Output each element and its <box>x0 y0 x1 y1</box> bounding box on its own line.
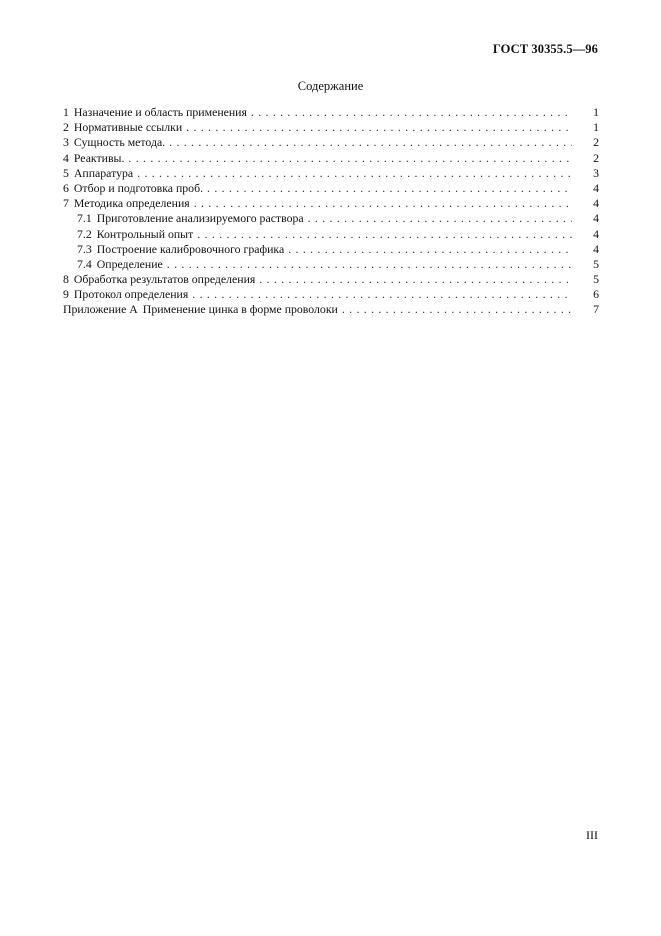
toc-entry-title: Определение <box>96 256 163 271</box>
toc-entry-title: Сущность метода. <box>73 135 166 150</box>
toc-entry[interactable] <box>63 135 599 150</box>
toc-entry[interactable] <box>63 196 599 211</box>
document-code: ГОСТ 30355.5—96 <box>492 42 598 56</box>
toc-entry-page: 4 <box>593 211 599 226</box>
toc-entry-title: Контрольный опыт <box>96 226 194 241</box>
toc-entry-page: 5 <box>593 272 599 287</box>
toc-entry-page: 1 <box>593 105 599 119</box>
toc-entry-page: 2 <box>593 135 599 150</box>
toc-entry[interactable] <box>63 151 599 166</box>
toc-dot-leader <box>342 302 572 317</box>
table-of-contents <box>63 105 599 318</box>
toc-entry-page: 7 <box>593 302 599 317</box>
toc-subentry[interactable] <box>63 227 599 242</box>
toc-entry-number: 9 <box>63 287 69 302</box>
toc-entry-number: 7 <box>63 196 69 211</box>
toc-entry-label <box>63 181 203 196</box>
toc-entry-number: 6 <box>63 180 69 195</box>
toc-dot-leader <box>197 227 572 242</box>
toc-entry-number: 1 <box>63 105 69 119</box>
toc-entry-label <box>77 227 193 242</box>
toc-entry-title: Обработка результатов определения <box>73 272 256 287</box>
toc-dot-leader <box>308 211 572 226</box>
toc-subentry[interactable] <box>63 257 599 272</box>
toc-dot-leader <box>169 135 572 150</box>
toc-entry-number: 7.4 <box>77 256 92 271</box>
toc-entry-label <box>63 120 182 135</box>
toc-entry-page: 5 <box>593 256 599 271</box>
toc-dot-leader <box>186 120 572 135</box>
toc-entry-label <box>77 211 304 226</box>
toc-entry-page: 4 <box>593 241 599 256</box>
toc-entry-label <box>63 135 165 150</box>
toc-dot-leader <box>259 272 572 287</box>
toc-entry-page: 4 <box>593 196 599 211</box>
toc-entry[interactable] <box>63 272 599 287</box>
toc-dot-leader <box>192 287 572 302</box>
toc-entry-number: 8 <box>63 272 69 287</box>
toc-entry-page: 4 <box>593 226 599 241</box>
page-number: III <box>586 828 598 842</box>
toc-entry-title: Приготовление анализируемого раствора <box>96 211 304 226</box>
toc-dot-leader <box>194 196 572 211</box>
toc-entry-label <box>77 257 163 272</box>
toc-dot-leader <box>137 166 572 181</box>
toc-dot-leader <box>167 257 572 272</box>
toc-entry[interactable] <box>63 166 599 181</box>
toc-entry[interactable] <box>63 105 599 120</box>
toc-dot-leader <box>207 181 572 196</box>
toc-entry[interactable] <box>63 287 599 302</box>
toc-subentry[interactable] <box>63 242 599 257</box>
toc-entry-number: 7.1 <box>77 211 92 226</box>
toc-entry[interactable] <box>63 120 599 135</box>
toc-entry-title: Отбор и подготовка проб. <box>73 180 204 195</box>
toc-entry-number: 5 <box>63 165 69 180</box>
toc-entry-number: 7.2 <box>77 226 92 241</box>
toc-entry-title: Методика определения <box>73 196 190 211</box>
toc-entry-number: 3 <box>63 135 69 150</box>
toc-appendix-entry[interactable] <box>63 302 599 317</box>
toc-entry-page: 6 <box>593 287 599 302</box>
toc-entry-title: Назначение и область применения <box>73 105 247 119</box>
toc-entry-label <box>63 166 133 181</box>
toc-entry-label <box>77 242 284 257</box>
toc-entry-title: Нормативные ссылки <box>73 120 183 135</box>
toc-entry[interactable] <box>63 181 599 196</box>
toc-entry-label <box>63 287 188 302</box>
toc-entry-label <box>63 151 124 166</box>
toc-entry-page: 3 <box>593 165 599 180</box>
toc-subentry[interactable] <box>63 211 599 226</box>
toc-entry-title: Реактивы. <box>73 150 125 165</box>
toc-entry-title: Применение цинка в форме проволоки <box>142 302 338 317</box>
toc-entry-title: Построение калибровочного графика <box>96 241 285 256</box>
toc-entry-label <box>63 272 255 287</box>
toc-entry-label <box>63 105 247 120</box>
toc-entry-number: 7.3 <box>77 241 92 256</box>
toc-entry-page: 4 <box>593 180 599 195</box>
toc-entry-title: Протокол определения <box>73 287 189 302</box>
toc-dot-leader <box>128 151 572 166</box>
toc-entry-page: 1 <box>593 120 599 135</box>
toc-entry-label <box>63 302 338 317</box>
toc-entry-number: Приложение А <box>63 302 138 317</box>
toc-title: Содержание <box>297 79 364 93</box>
toc-entry-number: 2 <box>63 120 69 135</box>
toc-entry-number: 4 <box>63 150 69 165</box>
toc-entry-label <box>63 196 190 211</box>
toc-dot-leader <box>288 242 572 257</box>
toc-entry-title: Аппаратура <box>73 165 134 180</box>
toc-dot-leader <box>251 105 572 120</box>
toc-entry-page: 2 <box>593 150 599 165</box>
